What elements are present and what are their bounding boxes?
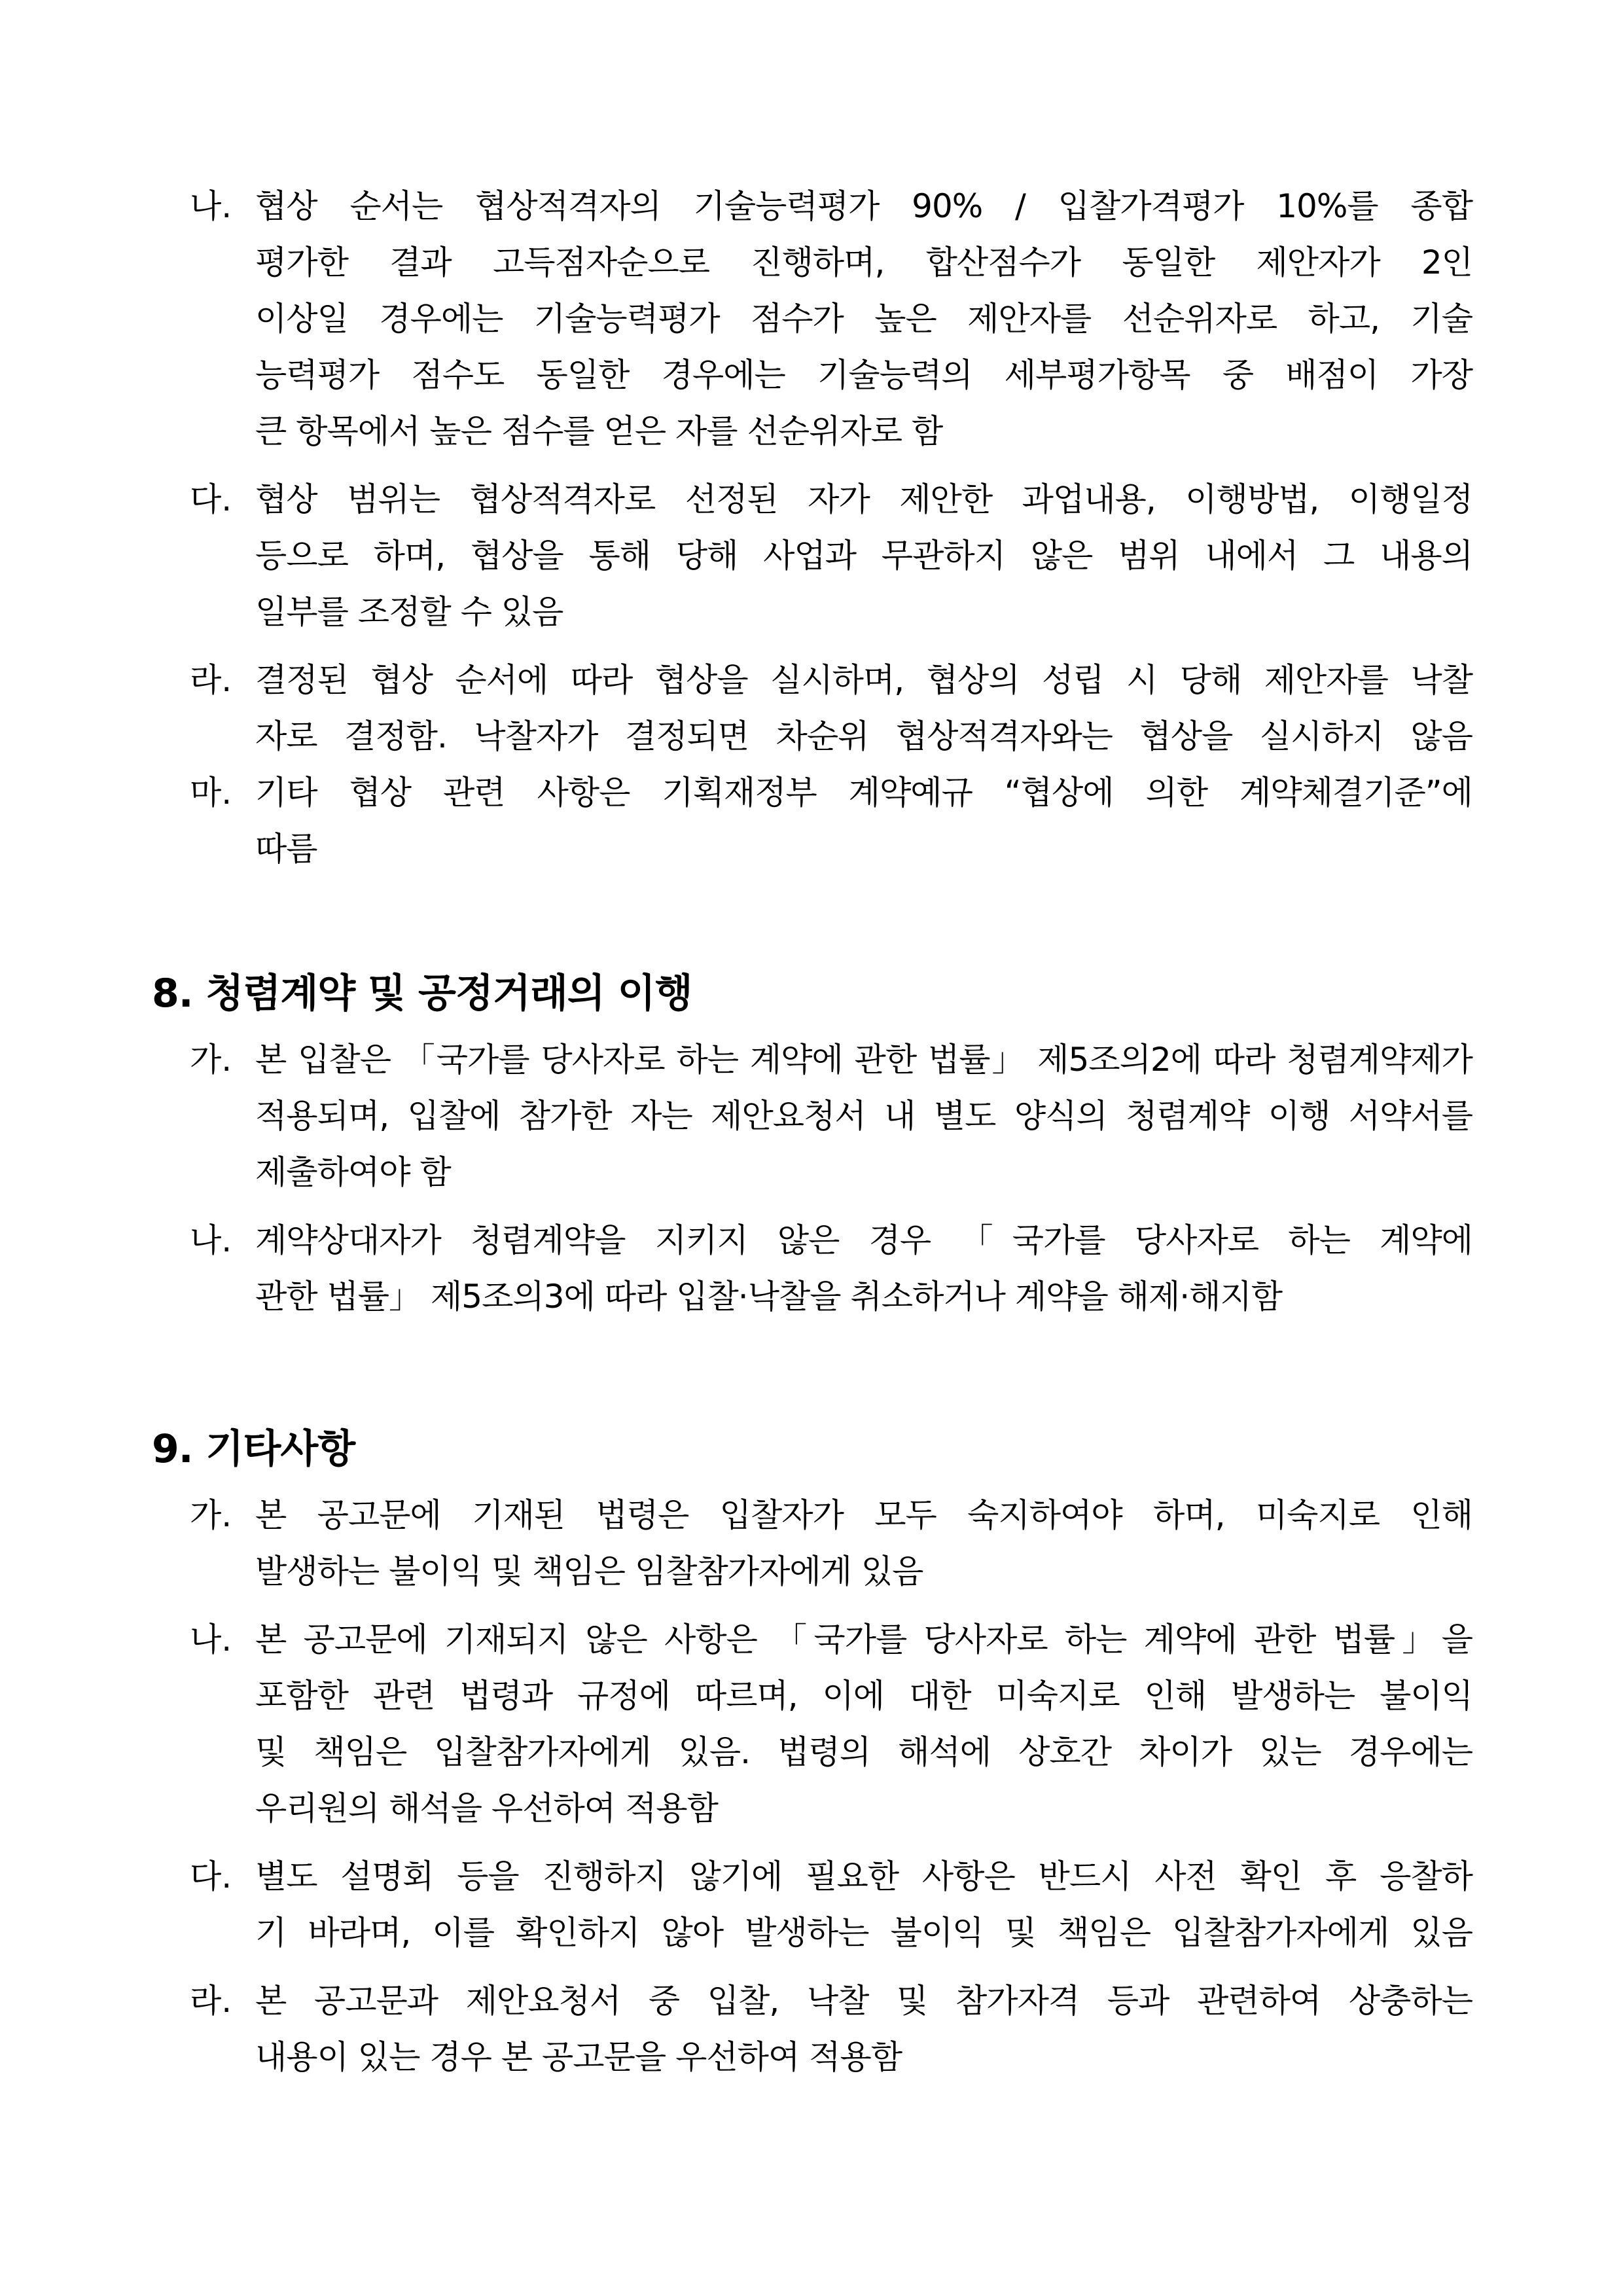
- list-item: [0, 1854, 1623, 1899]
- list-item: [0, 1037, 1623, 1083]
- item-text: 별도 설명회 등을 진행하지 않기에 필요한 사항은 반드시 사전 확인 후 응찰하: [255, 1857, 1472, 1895]
- item-text: 포함한 관련 법령과 규정에 따르며, 이에 대한 미숙지로 인해 발생하는 불이익: [255, 1677, 1472, 1715]
- item-text: 제출하여야 함: [255, 1153, 451, 1191]
- list-item-continuation: [0, 533, 1623, 579]
- item-text: 내용이 있는 경우 본 공고문을 우선하여 적용함: [255, 2038, 902, 2076]
- item-text: 기 바라며, 이를 확인하지 않아 발생하는 불이익 및 책임은 입찰참가자에게 있음: [255, 1914, 1472, 1952]
- item-marker: 나.: [190, 1221, 232, 1259]
- item-text: 계약상대자가 청렴계약을 지키지 않은 경우 「국가를 당사자로 하는 계약에: [255, 1221, 1472, 1259]
- list-item-continuation: [0, 1785, 1623, 1831]
- item-marker: 가.: [190, 1496, 232, 1534]
- list-item-continuation: [0, 713, 1623, 759]
- list-item: [0, 476, 1623, 522]
- item-marker: 다.: [190, 480, 232, 518]
- list-item-continuation: [0, 408, 1623, 454]
- list-item: [0, 183, 1623, 229]
- list-item-continuation: [0, 2034, 1623, 2080]
- item-text: 큰 항목에서 높은 점수를 얻은 자를 선순위자로 함: [255, 412, 943, 450]
- section-heading-8: 8. 청렴계약 및 공정거래의 이행: [152, 971, 692, 1016]
- list-item-continuation: [0, 1549, 1623, 1594]
- item-marker: 나.: [190, 1621, 232, 1659]
- item-marker: 라.: [190, 661, 232, 699]
- item-marker: 나.: [190, 187, 232, 225]
- list-item: [0, 1978, 1623, 2024]
- item-text: 관한 법률」 제5조의3에 따라 입찰·낙찰을 취소하거나 계약을 해제·해지함: [255, 1278, 1283, 1316]
- item-text: 결정된 협상 순서에 따라 협상을 실시하며, 협상의 성립 시 당해 제안자를 낙찰: [255, 661, 1472, 699]
- item-text: 및 책임은 입찰참가자에게 있음. 법령의 해석에 상호간 차이가 있는 경우에는: [255, 1733, 1472, 1771]
- list-item-continuation: [0, 296, 1623, 342]
- list-item: [0, 1217, 1623, 1263]
- list-item-continuation: [0, 352, 1623, 398]
- section-heading-9: 9. 기타사항: [152, 1426, 355, 1472]
- item-text: 발생하는 불이익 및 책임은 임찰참가자에게 있음: [255, 1552, 923, 1590]
- item-text: 기타 협상 관련 사항은 기획재정부 계약예규 “협상에 의한 계약체결기준”에: [255, 774, 1472, 812]
- item-text: 등으로 하며, 협상을 통해 당해 사업과 무관하지 않은 범위 내에서 그 내용의: [255, 537, 1472, 575]
- list-item-continuation: [0, 1729, 1623, 1775]
- item-text: 평가한 결과 고득점자순으로 진행하며, 합산점수가 동일한 제안자가 2인: [255, 243, 1472, 281]
- item-text: 본 공고문에 기재된 법령은 입찰자가 모두 숙지하여야 하며, 미숙지로 인해: [255, 1496, 1472, 1534]
- item-text: 우리원의 해석을 우선하여 적용함: [255, 1789, 718, 1827]
- item-marker: 라.: [190, 1982, 232, 2020]
- list-item-continuation: [0, 826, 1623, 872]
- item-marker: 가.: [190, 1041, 232, 1079]
- item-text: 본 공고문에 기재되지 않은 사항은 「국가를 당사자로 하는 계약에 관한 법률」을: [255, 1621, 1472, 1659]
- item-text: 자로 결정함. 낙찰자가 결정되면 차순위 협상적격자와는 협상을 실시하지 않음: [255, 717, 1472, 755]
- item-text: 따름: [255, 830, 317, 868]
- list-item-continuation: [0, 1673, 1623, 1719]
- list-item-continuation: [0, 1093, 1623, 1139]
- list-item: [0, 1617, 1623, 1662]
- item-marker: 다.: [190, 1857, 232, 1895]
- list-item-continuation: [0, 1274, 1623, 1319]
- item-text: 일부를 조정할 수 있음: [255, 593, 563, 631]
- item-marker: 마.: [190, 774, 232, 812]
- item-text: 협상 순서는 협상적격자의 기술능력평가 90% / 입찰가격평가 10%를 종합: [255, 187, 1472, 225]
- list-item: [0, 770, 1623, 816]
- item-text: 본 공고문과 제안요청서 중 입찰, 낙찰 및 참가자격 등과 관련하여 상충하는: [255, 1982, 1472, 2020]
- list-item-continuation: [0, 1149, 1623, 1195]
- item-text: 협상 범위는 협상적격자로 선정된 자가 제안한 과업내용, 이행방법, 이행일정: [255, 480, 1472, 518]
- item-text: 적용되며, 입찰에 참가한 자는 제안요청서 내 별도 양식의 청렴계약 이행 서약서를: [255, 1097, 1472, 1135]
- list-item-continuation: [0, 589, 1623, 635]
- list-item: [0, 657, 1623, 703]
- item-text: 본 입찰은 「국가를 당사자로 하는 계약에 관한 법률」 제5조의2에 따라 청렴계약제가: [255, 1041, 1472, 1079]
- item-text: 이상일 경우에는 기술능력평가 점수가 높은 제안자를 선순위자로 하고, 기술: [255, 300, 1472, 338]
- item-text: 능력평가 점수도 동일한 경우에는 기술능력의 세부평가항목 중 배점이 가장: [255, 356, 1472, 394]
- list-item-continuation: [0, 240, 1623, 285]
- list-item: [0, 1492, 1623, 1538]
- list-item-continuation: [0, 1910, 1623, 1956]
